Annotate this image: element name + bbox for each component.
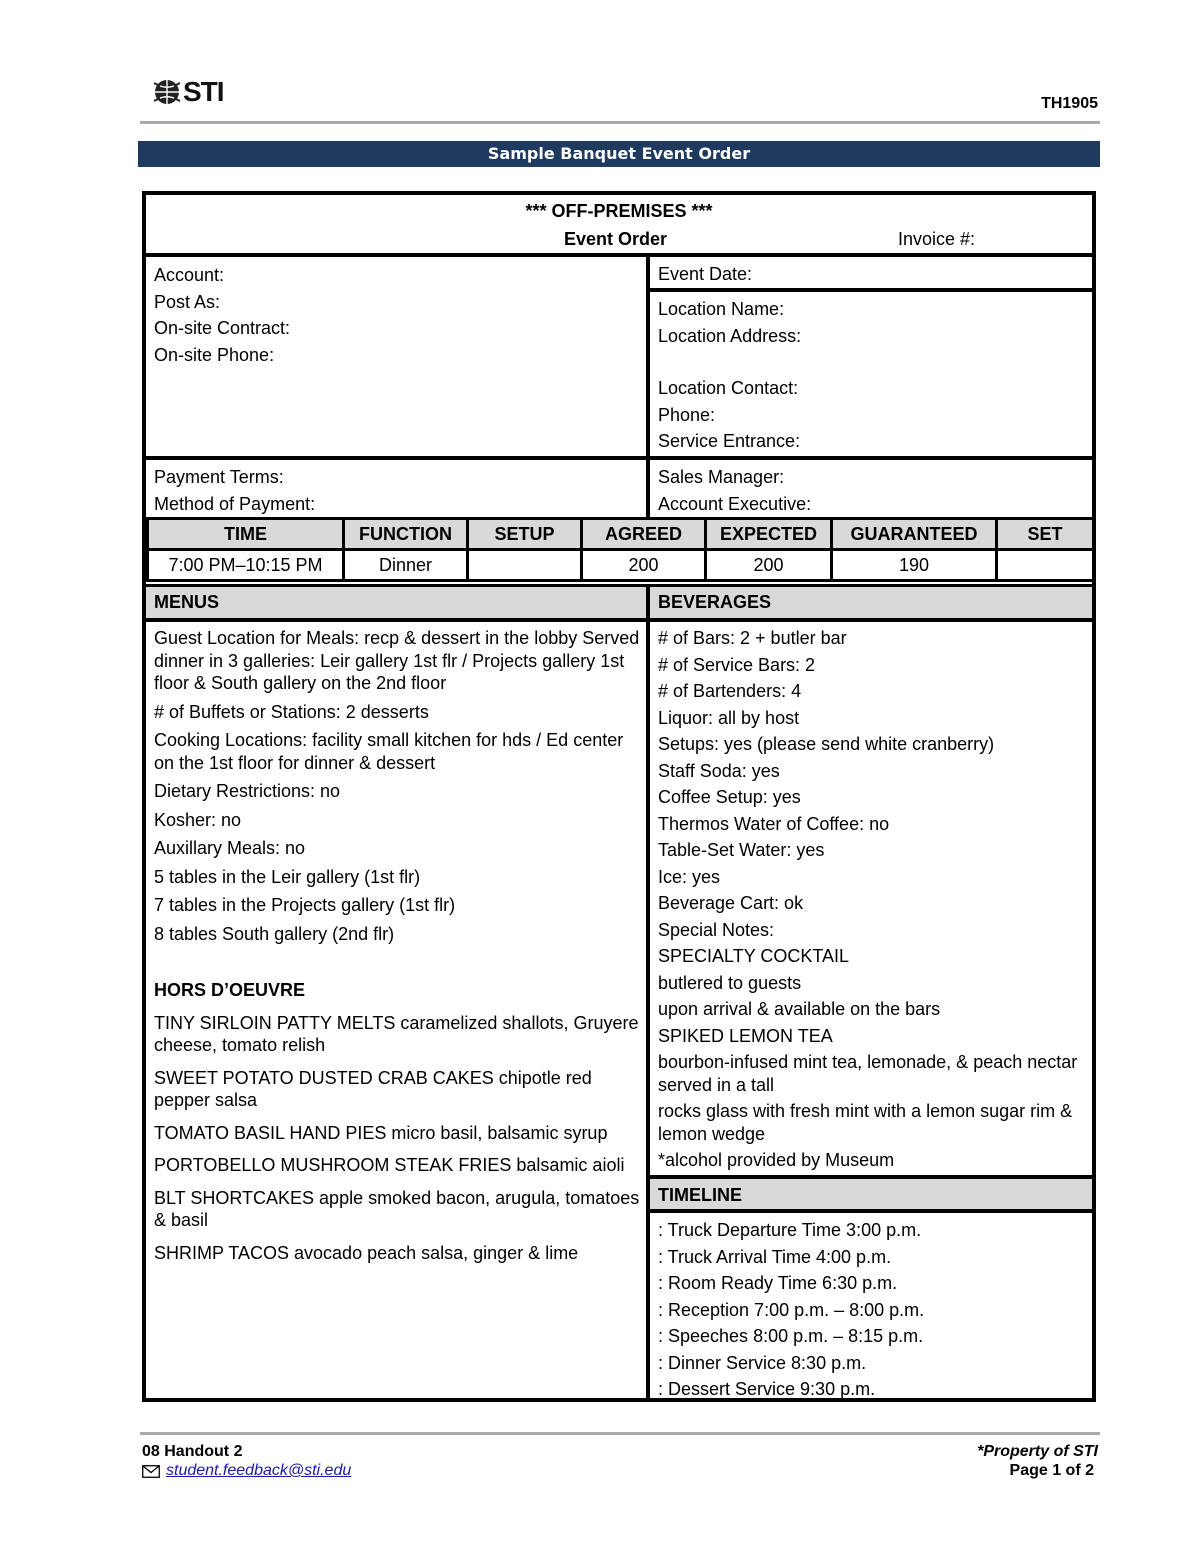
guaranteed-cell: 190 [832, 550, 997, 581]
hors-item: TINY SIRLOIN PATTY MELTS caramelized shallots, Gruyere cheese, tomato relish [154, 1012, 639, 1055]
handout-label: 08 Handout 2 [142, 1443, 243, 1460]
schedule-table [146, 517, 1095, 582]
time-cell: 7:00 PM–10:15 PM [148, 550, 344, 581]
menu-item: 5 tables in the Leir gallery (1st flr) [154, 866, 421, 887]
beverage-item: Setups: yes (please send white cranberry) [658, 734, 995, 754]
expected-cell: 200 [706, 550, 832, 581]
timeline-heading: TIMELINE [650, 1179, 1092, 1211]
event-order-form [142, 191, 1096, 1402]
timeline-item: : Speeches 8:00 p.m. – 8:15 p.m. [658, 1326, 924, 1346]
hors-doeuvre-heading: HORS D’OEUVRE [154, 980, 306, 1000]
hors-item: BLT SHORTCAKES apple smoked bacon, arugula, tomatoes & basil [154, 1187, 640, 1230]
sales-block [658, 464, 811, 517]
menus-content [154, 627, 642, 1274]
beverage-item: Table-Set Water: yes [658, 840, 825, 860]
expected-header: EXPECTED [706, 519, 832, 550]
onsite-phone-label: On-site Phone: [154, 344, 275, 365]
menu-item: 7 tables in the Projects gallery (1st flr) [154, 895, 456, 915]
agreed-header: AGREED [582, 519, 706, 550]
beverages-content [658, 627, 1088, 1176]
envelope-icon [142, 1465, 160, 1478]
account-executive-label: Account Executive: [658, 493, 812, 514]
timeline-item: : Room Ready Time 6:30 p.m. [658, 1273, 898, 1293]
hors-item: TOMATO BASIL HAND PIES micro basil, balsamic syrup [154, 1122, 608, 1143]
beverage-item: Coffee Setup: yes [658, 787, 801, 807]
timeline-item: : Truck Arrival Time 4:00 p.m. [658, 1246, 892, 1267]
menu-item: Dietary Restrictions: no [154, 781, 341, 801]
time-header: TIME [148, 519, 344, 550]
location-contact-label: Location Contact: [658, 378, 799, 398]
service-entrance-label: Service Entrance: [658, 431, 801, 451]
menu-item: Auxillary Meals: no [154, 838, 306, 858]
set-header: SET [997, 519, 1094, 550]
footer-divider [140, 1432, 1100, 1435]
location-block [658, 296, 801, 349]
beverage-item: Special Notes: [658, 919, 775, 940]
property-label: *Property of STI [977, 1443, 1098, 1460]
hors-item: SWEET POTATO DUSTED CRAB CAKES chipotle red pepper salsa [154, 1067, 592, 1110]
location-name-label: Location Name: [658, 299, 785, 319]
payment-terms-label: Payment Terms: [154, 467, 284, 487]
beverage-item: SPECIALTY COCKTAIL [658, 946, 850, 966]
set-cell [997, 550, 1094, 581]
onsite-contract-label: On-site Contract: [154, 318, 291, 338]
hors-item: PORTOBELLO MUSHROOM STEAK FRIES balsamic aioli [154, 1155, 625, 1175]
logo-text: STI [183, 76, 224, 107]
globe-icon [152, 77, 182, 107]
function-cell: Dinner [344, 550, 468, 581]
phone-label: Phone: [658, 404, 716, 425]
timeline-item: : Dinner Service 8:30 p.m. [658, 1352, 867, 1373]
beverage-item: SPIKED LEMON TEA [658, 1025, 833, 1046]
beverage-item: # of Bartenders: 4 [658, 681, 802, 701]
hors-item: SHRIMP TACOS avocado peach salsa, ginger & lime [154, 1242, 579, 1263]
beverage-item: # of Service Bars: 2 [658, 654, 816, 675]
feedback-email-link[interactable]: student.feedback@sti.edu [166, 1462, 352, 1479]
menu-item: Guest Location for Meals: recp & dessert in the lobby Served dinner in 3 galleries: Leir gallery 1st flr / Projects gallery 1st floor & South gallery on the 2nd floor [154, 628, 640, 693]
menu-item: Cooking Locations: facility small kitchen for hds / Ed center on the 1st floor for dinner & dessert [154, 730, 624, 773]
function-header: FUNCTION [344, 519, 468, 550]
event-date-label: Event Date: [658, 264, 753, 284]
page-number: Page 1 of 2 [1009, 1462, 1094, 1479]
location-contact-block [658, 375, 800, 455]
menus-heading: MENUS [146, 586, 646, 620]
beverage-item: Ice: yes [658, 866, 721, 887]
sales-manager-label: Sales Manager: [658, 467, 785, 487]
header-divider [140, 121, 1100, 124]
method-of-payment-label: Method of Payment: [154, 493, 316, 514]
payment-block [154, 464, 315, 517]
timeline-item: : Dessert Service 9:30 p.m. [658, 1379, 876, 1399]
schedule-row [148, 550, 1094, 581]
beverage-item: Thermos Water of Coffee: no [658, 813, 890, 834]
beverage-item: Liquor: all by host [658, 707, 800, 728]
timeline-item: : Reception 7:00 p.m. – 8:00 p.m. [658, 1299, 925, 1320]
invoice-label: Invoice #: [898, 229, 976, 249]
beverage-item: Beverage Cart: ok [658, 893, 804, 913]
page-title: Sample Banquet Event Order [138, 141, 1100, 167]
account-block [154, 262, 290, 368]
setup-header: SETUP [468, 519, 582, 550]
schedule-header-row [148, 519, 1094, 550]
beverage-item: *alcohol provided by Museum [658, 1150, 895, 1170]
beverages-heading: BEVERAGES [650, 586, 1092, 620]
menu-item: 8 tables South gallery (2nd flr) [154, 923, 395, 944]
menu-item: # of Buffets or Stations: 2 desserts [154, 701, 429, 722]
menu-item: Kosher: no [154, 809, 242, 830]
beverage-item: bourbon-infused mint tea, lemonade, & peach nectar served in a tall [658, 1052, 1078, 1095]
setup-cell [468, 550, 582, 581]
event-order-label: Event Order [564, 229, 668, 249]
post-as-label: Post As: [154, 291, 221, 312]
beverage-item: rocks glass with fresh mint with a lemon sugar rim & lemon wedge [658, 1101, 1073, 1144]
beverage-item: upon arrival & available on the bars [658, 999, 941, 1019]
document-code: TH1905 [1041, 95, 1098, 112]
timeline-content [658, 1217, 1088, 1403]
off-premises-banner: *** OFF-PREMISES *** [525, 201, 713, 221]
beverage-item: # of Bars: 2 + butler bar [658, 628, 847, 648]
location-address-label: Location Address: [658, 325, 802, 346]
sti-logo [152, 76, 224, 108]
feedback-email [142, 1462, 351, 1480]
account-label: Account: [154, 265, 225, 285]
beverage-item: butlered to guests [658, 972, 802, 993]
timeline-item: : Truck Departure Time 3:00 p.m. [658, 1220, 922, 1240]
agreed-cell: 200 [582, 550, 706, 581]
guaranteed-header: GUARANTEED [832, 519, 997, 550]
beverage-item: Staff Soda: yes [658, 760, 780, 781]
